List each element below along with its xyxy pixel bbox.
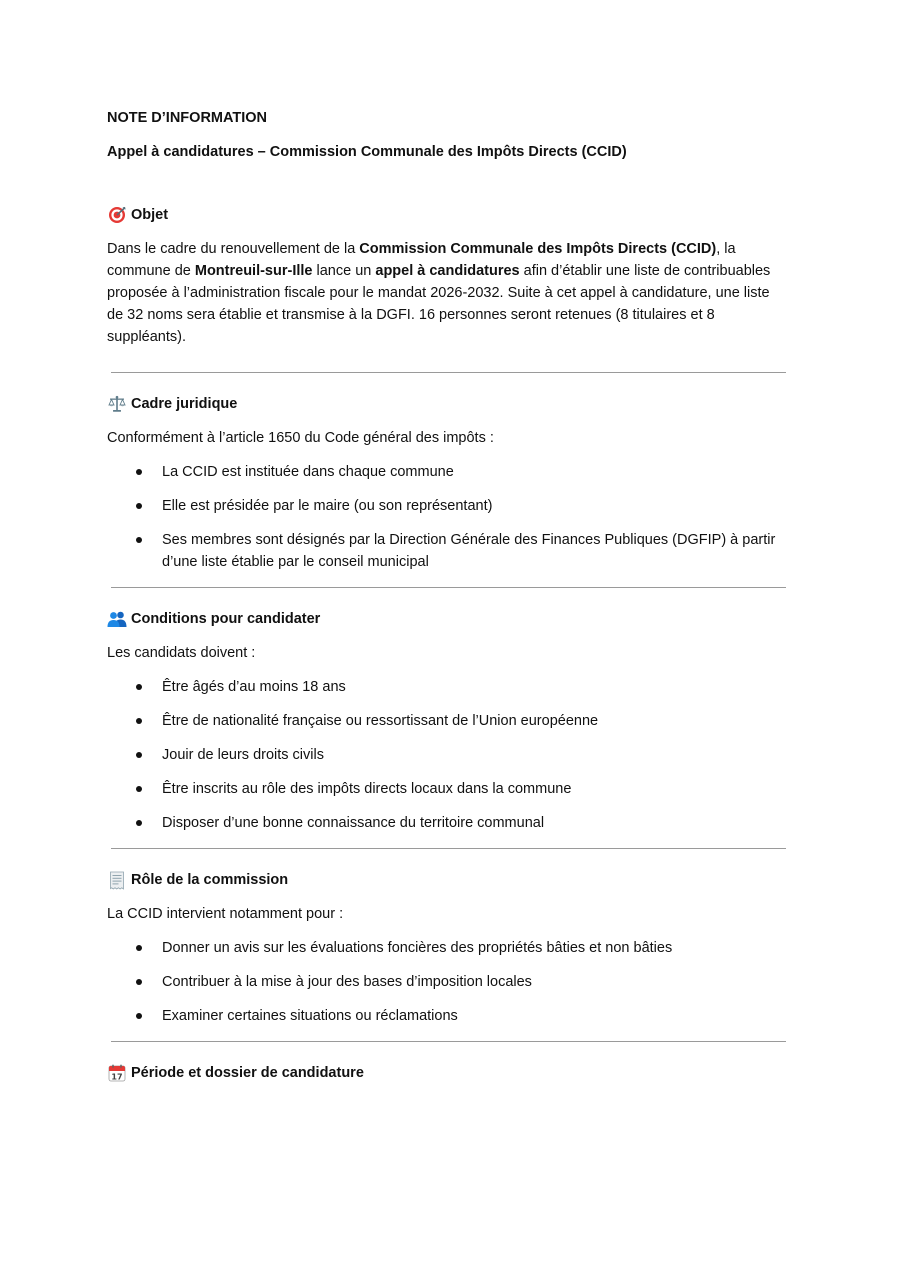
- bullet-icon: [136, 1013, 142, 1019]
- list-item: [107, 778, 787, 800]
- bullet-icon: [136, 786, 142, 792]
- horizontal-divider: [111, 1041, 786, 1042]
- section-conditions-intro: Les candidats doivent :: [107, 645, 256, 661]
- horizontal-divider: [111, 848, 786, 849]
- list-item: [107, 971, 787, 993]
- text-run-bold: appel à candidatures: [375, 263, 520, 279]
- target-icon: [107, 205, 127, 225]
- list-item-text: Ses membres sont désignés par la Direction Générale des Finances Publiques (DGFIP) à partir d’une liste établie par le conseil municipal: [162, 532, 776, 570]
- section-heading-periode: [107, 1062, 787, 1084]
- list-item: [107, 676, 787, 698]
- document-title: NOTE D’INFORMATION: [107, 110, 268, 126]
- list-item-text: La CCID est instituée dans chaque commune: [162, 464, 454, 480]
- bullet-icon: [136, 718, 142, 724]
- bullet-list-conditions: [107, 676, 787, 834]
- calendar-day-number: 17: [111, 1072, 123, 1082]
- section-heading-objet: [107, 204, 787, 226]
- list-item: [107, 495, 787, 517]
- bullet-icon: [136, 503, 142, 509]
- bullet-icon: [136, 979, 142, 985]
- bullet-icon: [136, 945, 142, 951]
- list-item: [107, 529, 787, 573]
- section-heading-role: [107, 869, 787, 891]
- list-item-text: Être âgés d’au moins 18 ans: [162, 679, 346, 695]
- text-run: , la commune de: [107, 241, 736, 279]
- text-run-bold: Montreuil-sur-Ille: [194, 263, 313, 279]
- section-heading-label: Rôle de la commission: [131, 872, 289, 888]
- document-body: [107, 107, 787, 1096]
- section-role-intro: La CCID intervient notamment pour :: [107, 906, 344, 922]
- people-icon: [107, 609, 127, 629]
- section-cadre-intro: Conformément à l’article 1650 du Code général des impôts :: [107, 430, 494, 446]
- document-subtitle: Appel à candidatures – Commission Communale des Impôts Directs (CCID): [107, 144, 627, 160]
- bullet-icon: [136, 752, 142, 758]
- list-item-text: Elle est présidée par le maire (ou son représentant): [162, 498, 493, 514]
- section-heading-label: Conditions pour candidater: [131, 611, 321, 627]
- list-item-text: Disposer d’une bonne connaissance du territoire communal: [162, 815, 545, 831]
- horizontal-divider: [111, 587, 786, 588]
- bullet-icon: [136, 537, 142, 543]
- list-item-text: Donner un avis sur les évaluations foncières des propriétés bâties et non bâties: [162, 940, 673, 956]
- text-run-bold: Commission Communale des Impôts Directs (CCID): [359, 241, 717, 257]
- bullet-list-cadre: [107, 461, 787, 573]
- list-item: [107, 937, 787, 959]
- section-heading-conditions: [107, 608, 787, 630]
- bullet-icon: [136, 820, 142, 826]
- list-item: [107, 744, 787, 766]
- text-run: Dans le cadre du renouvellement de la: [107, 241, 360, 257]
- balance-scale-icon: [107, 394, 127, 414]
- text-run: afin d’établir une liste de contribuables proposée à l’administration fiscale pour le mandat 2026-2032. Suite à cet appel à candidature, une liste de 32 noms sera établie et transmise à la DGFI. 16 personnes seront retenues (8 titulaires et 8 suppléants).: [107, 263, 771, 345]
- list-item: [107, 1005, 787, 1027]
- section-heading-label: Période et dossier de candidature: [131, 1065, 364, 1081]
- list-item-text: Examiner certaines situations ou réclamations: [162, 1008, 458, 1024]
- bullet-icon: [136, 684, 142, 690]
- calendar-icon: [107, 1063, 127, 1083]
- list-item-text: Jouir de leurs droits civils: [162, 747, 324, 763]
- section-heading-label: Objet: [131, 207, 169, 223]
- text-run: lance un: [312, 263, 376, 279]
- list-item-text: Contribuer à la mise à jour des bases d’imposition locales: [162, 974, 532, 990]
- section-objet-paragraph: [107, 238, 787, 348]
- bullet-icon: [136, 469, 142, 475]
- list-item: [107, 812, 787, 834]
- list-item-text: Être inscrits au rôle des impôts directs locaux dans la commune: [162, 781, 572, 797]
- section-heading-label: Cadre juridique: [131, 396, 238, 412]
- horizontal-divider: [111, 372, 786, 373]
- section-heading-cadre: [107, 393, 787, 415]
- list-item: [107, 461, 787, 483]
- list-item: [107, 710, 787, 732]
- receipt-icon: [107, 870, 127, 890]
- bullet-list-role: [107, 937, 787, 1027]
- list-item-text: Être de nationalité française ou ressortissant de l’Union européenne: [162, 713, 599, 729]
